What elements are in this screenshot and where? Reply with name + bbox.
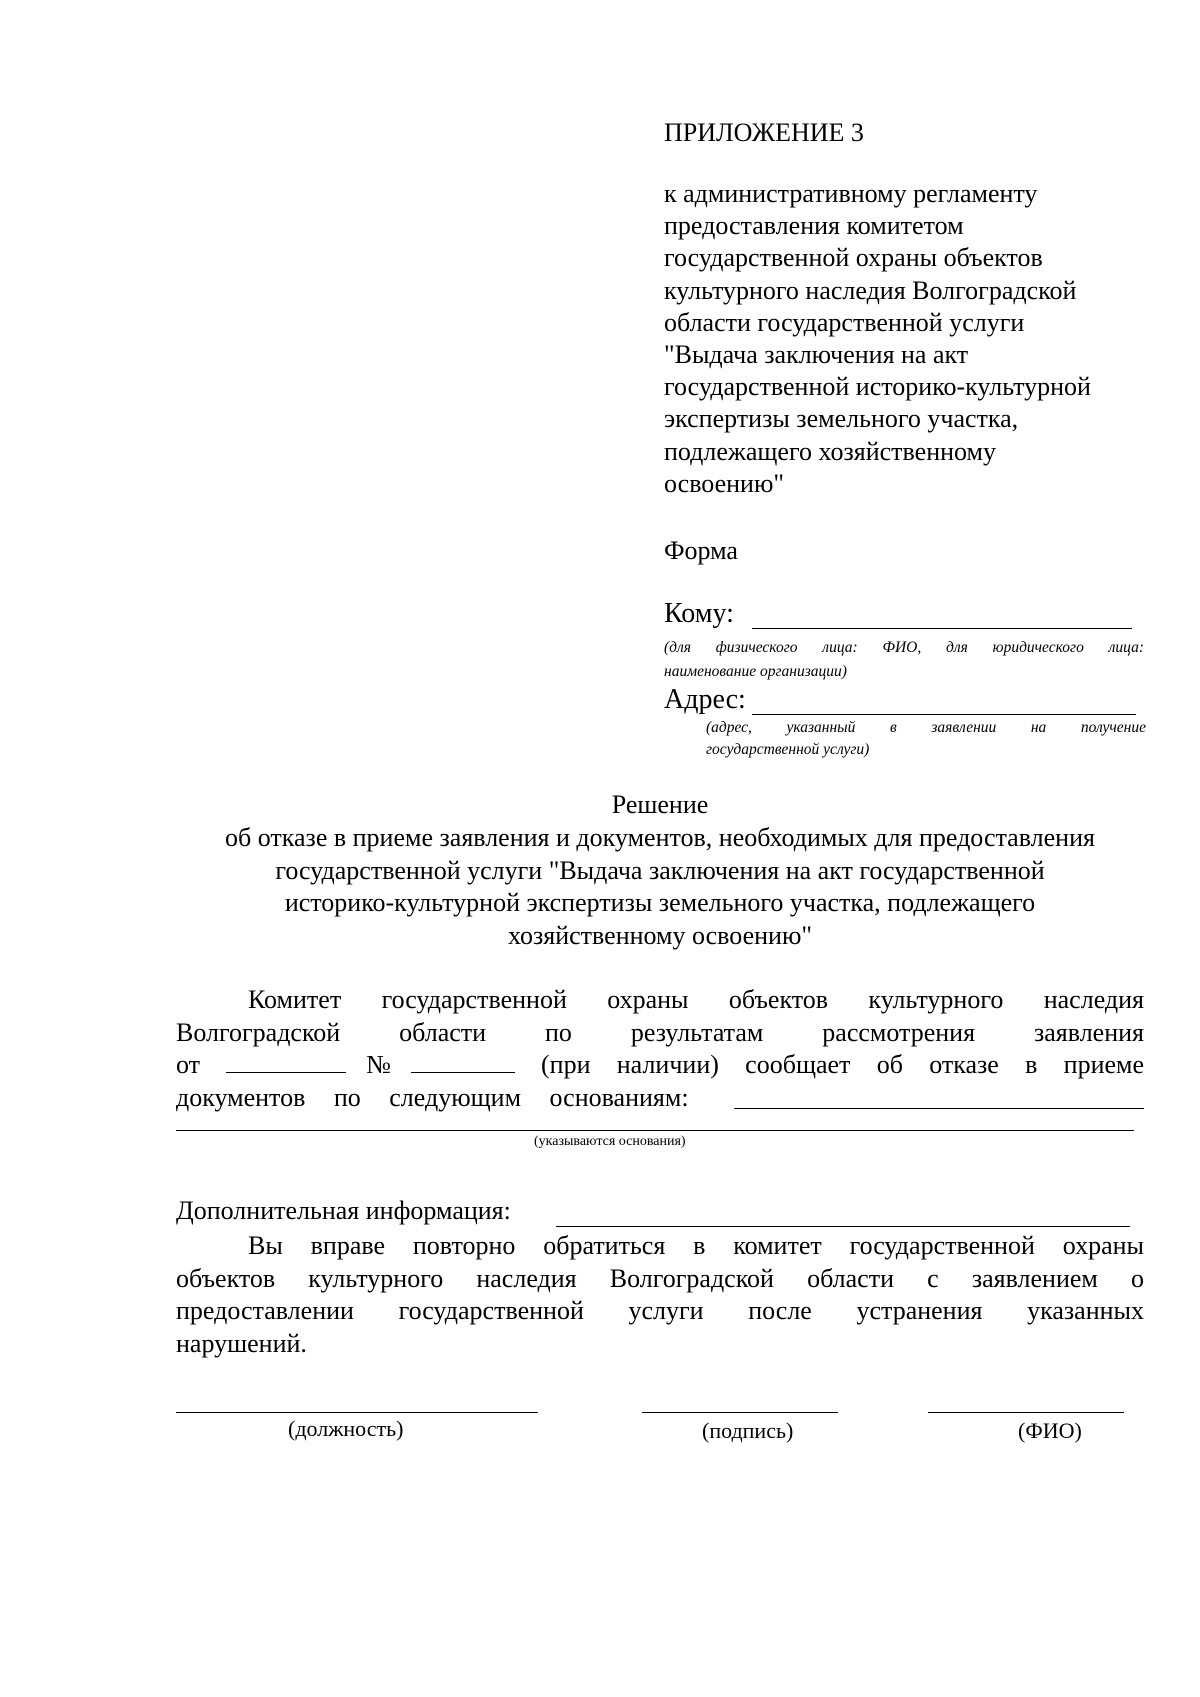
signature-line[interactable] (642, 1412, 838, 1413)
additional-info-label: Дополнительная информация: (176, 1196, 511, 1225)
address-hint-continued: государственной услуги) (706, 741, 870, 758)
grounds-field-line[interactable] (734, 1108, 1144, 1109)
grounds-label: документов по следующим основаниям: (176, 1082, 689, 1112)
to-label: Кому: (664, 598, 734, 629)
to-hint-continued: наименование организации) (664, 663, 847, 680)
body-line: Комитет государственной охраны объектов культурного наследия (248, 985, 1144, 1014)
appendix-line: освоению" (664, 468, 785, 498)
appendix-line: государственной охраны объектов (664, 243, 1043, 273)
decision-subtitle-line: об отказе в приеме заявления и документов, необходимых для предоставления (225, 823, 1095, 852)
body-line-application (176, 1049, 1144, 1082)
appendix-description (664, 178, 1091, 500)
appendix-line: предоставления комитетом (664, 211, 964, 241)
appendix-line: к административному регламенту (664, 179, 1038, 208)
body-line-rest: (при наличии) сообщает об отказе в приеме (541, 1050, 1145, 1079)
decision-subtitle-line: историко-культурной экспертизы земельного участка, подлежащего (284, 888, 1036, 917)
form-label: Форма (664, 536, 738, 565)
address-label: Адрес: (664, 684, 746, 715)
additional-line: предоставлении государственной услуги после устранения указанных (176, 1296, 1144, 1325)
additional-paragraph (176, 1230, 1144, 1360)
appendix-title: ПРИЛОЖЕНИЕ 3 (664, 118, 864, 147)
number-sign: № (346, 1050, 411, 1079)
decision-subtitle-line: хозяйственному освоению" (507, 920, 812, 950)
body-line: Волгоградской области по результатам рассмотрения заявления (176, 1017, 1144, 1047)
to-hint: (для физического лица: ФИО, для юридического лица: (664, 639, 1144, 656)
decision-title: Решение (611, 790, 709, 819)
name-label: (ФИО) (1018, 1418, 1082, 1443)
from-label: от (176, 1050, 201, 1079)
grounds-continuation-line[interactable] (176, 1130, 1134, 1131)
additional-info-field-line[interactable] (556, 1226, 1130, 1227)
reasons-note: (указываются основания) (534, 1134, 686, 1149)
application-date-field[interactable] (226, 1050, 346, 1073)
position-line[interactable] (176, 1412, 538, 1413)
additional-line: объектов культурного наследия Волгоградской области с заявлением о (176, 1263, 1144, 1293)
appendix-line: подлежащего хозяйственному (664, 436, 996, 466)
body-line-grounds (176, 1082, 1144, 1115)
additional-line: нарушений. (176, 1328, 307, 1358)
appendix-line: государственной историко-культурной (664, 372, 1091, 402)
decision-subtitle-line: государственной услуги "Выдача заключения на акт государственной (275, 855, 1045, 885)
address-field-line[interactable] (752, 714, 1136, 715)
additional-line: Вы вправе повторно обратиться в комитет государственной охраны (248, 1231, 1144, 1260)
decision-subtitle (176, 822, 1144, 952)
application-number-field[interactable] (411, 1050, 515, 1073)
appendix-line: "Выдача заключения на акт (664, 340, 969, 370)
address-hint: (адрес, указанный в заявлении на получение (706, 719, 1146, 736)
position-label: (должность) (288, 1416, 404, 1441)
body-paragraph (176, 984, 1144, 1114)
appendix-line: области государственной услуги (664, 307, 1025, 337)
signature-label: (подпись) (702, 1418, 794, 1443)
appendix-line: экспертизы земельного участка, (664, 404, 1019, 434)
to-field-line[interactable] (752, 628, 1132, 629)
name-line[interactable] (928, 1412, 1124, 1413)
appendix-line: культурного наследия Волгоградской (664, 275, 1077, 305)
